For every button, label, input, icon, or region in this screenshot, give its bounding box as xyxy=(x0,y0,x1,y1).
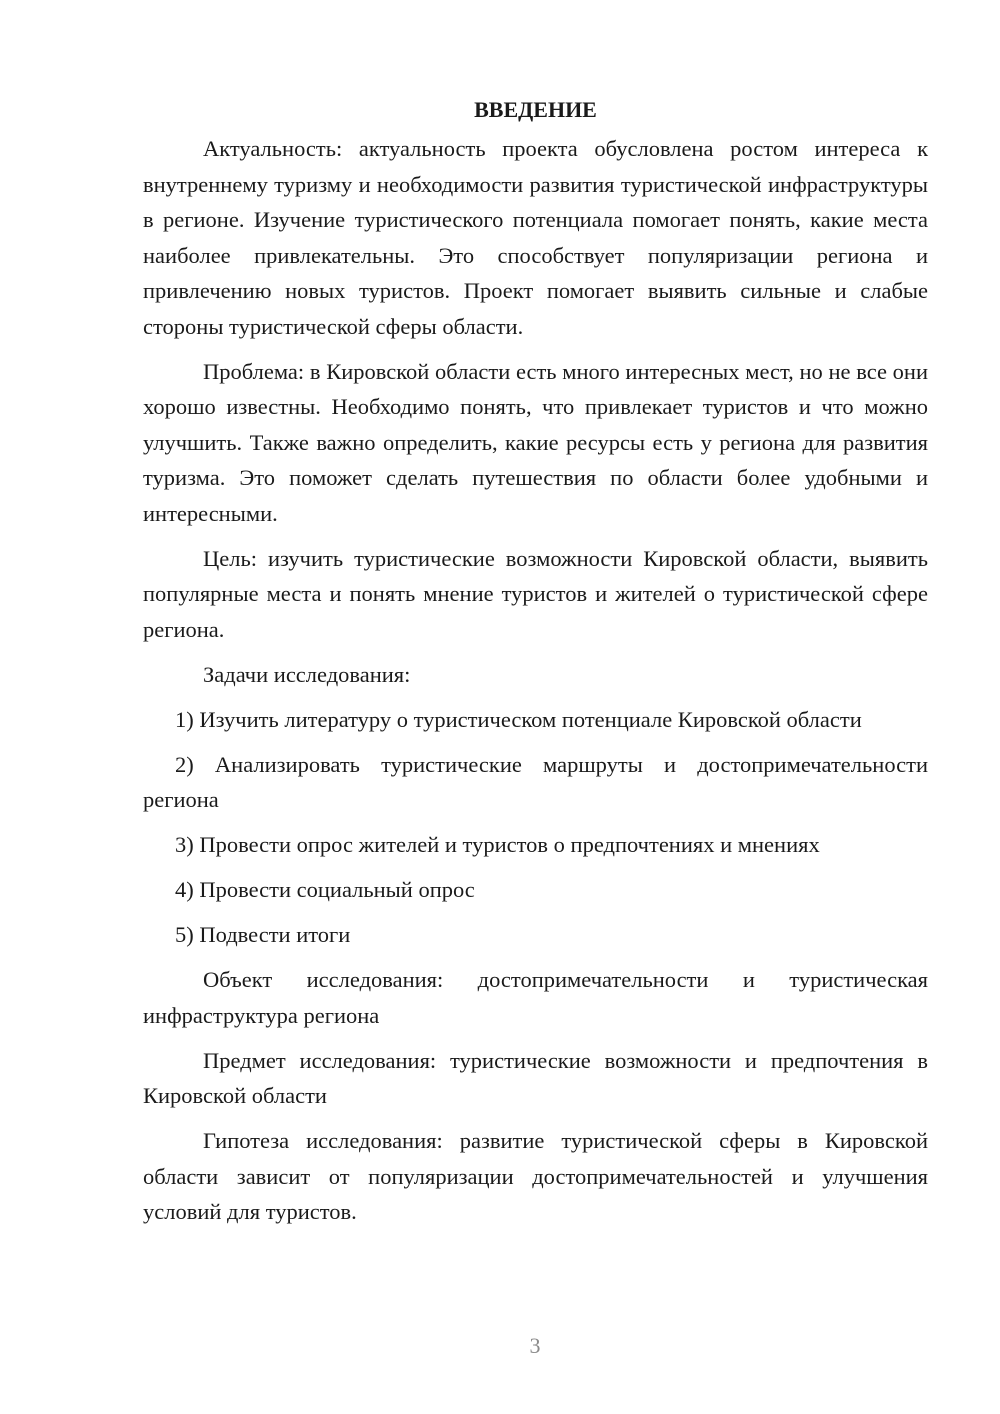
hypothesis-paragraph: Гипотеза исследования: развитие туристической сферы в Кировской области зависит от популяризации достопримечательностей и улучшения условий для туристов. xyxy=(143,1128,928,1224)
problem-paragraph: Проблема: в Кировской области есть много интересных мест, но не все они хорошо известны. Необходимо понять, что привлекает туристов и что можно улучшить. Также важно определить, какие ресурсы есть у региона для развития туризма. Это поможет сделать путешествия по области более удобными и интересными. xyxy=(143,358,928,526)
relevance-paragraph: Актуальность: актуальность проекта обусловлена ростом интереса к внутреннему туризму и необходимости развития туристической инфраструктуры в регионе. Изучение туристического потенциала помогает понять, какие места наиболее привлекательны. Это способствует популяризации региона и привлечению новых туристов. Проект помогает выявить сильные и слабые стороны туристической сферы области. xyxy=(143,136,928,339)
list-item: 1) Изучить литературу о туристическом потенциале Кировской области xyxy=(175,706,862,732)
subject-paragraph: Предмет исследования: туристические возможности и предпочтения в Кировской области xyxy=(143,1047,928,1108)
tasks-title: Задачи исследования: xyxy=(203,661,411,687)
document-page xyxy=(143,92,928,1239)
object-paragraph: Объект исследования: достопримечательности и туристическая инфраструктура региона xyxy=(143,967,928,1028)
list-item: 5) Подвести итоги xyxy=(175,922,351,947)
list-item: 2) Анализировать туристические маршруты и достопримечательности региона xyxy=(143,751,928,812)
list-item: 3) Провести опрос жителей и туристов о предпочтениях и мнениях xyxy=(175,832,820,857)
tasks-list xyxy=(143,702,928,953)
list-item: 4) Провести социальный опрос xyxy=(175,877,475,902)
section-heading: ВВЕДЕНИЕ xyxy=(474,97,597,122)
goal-paragraph: Цель: изучить туристические возможности Кировской области, выявить популярные места и понять мнение туристов и жителей о туристической сфере региона. xyxy=(143,545,928,642)
page-number: 3 xyxy=(529,1333,541,1358)
